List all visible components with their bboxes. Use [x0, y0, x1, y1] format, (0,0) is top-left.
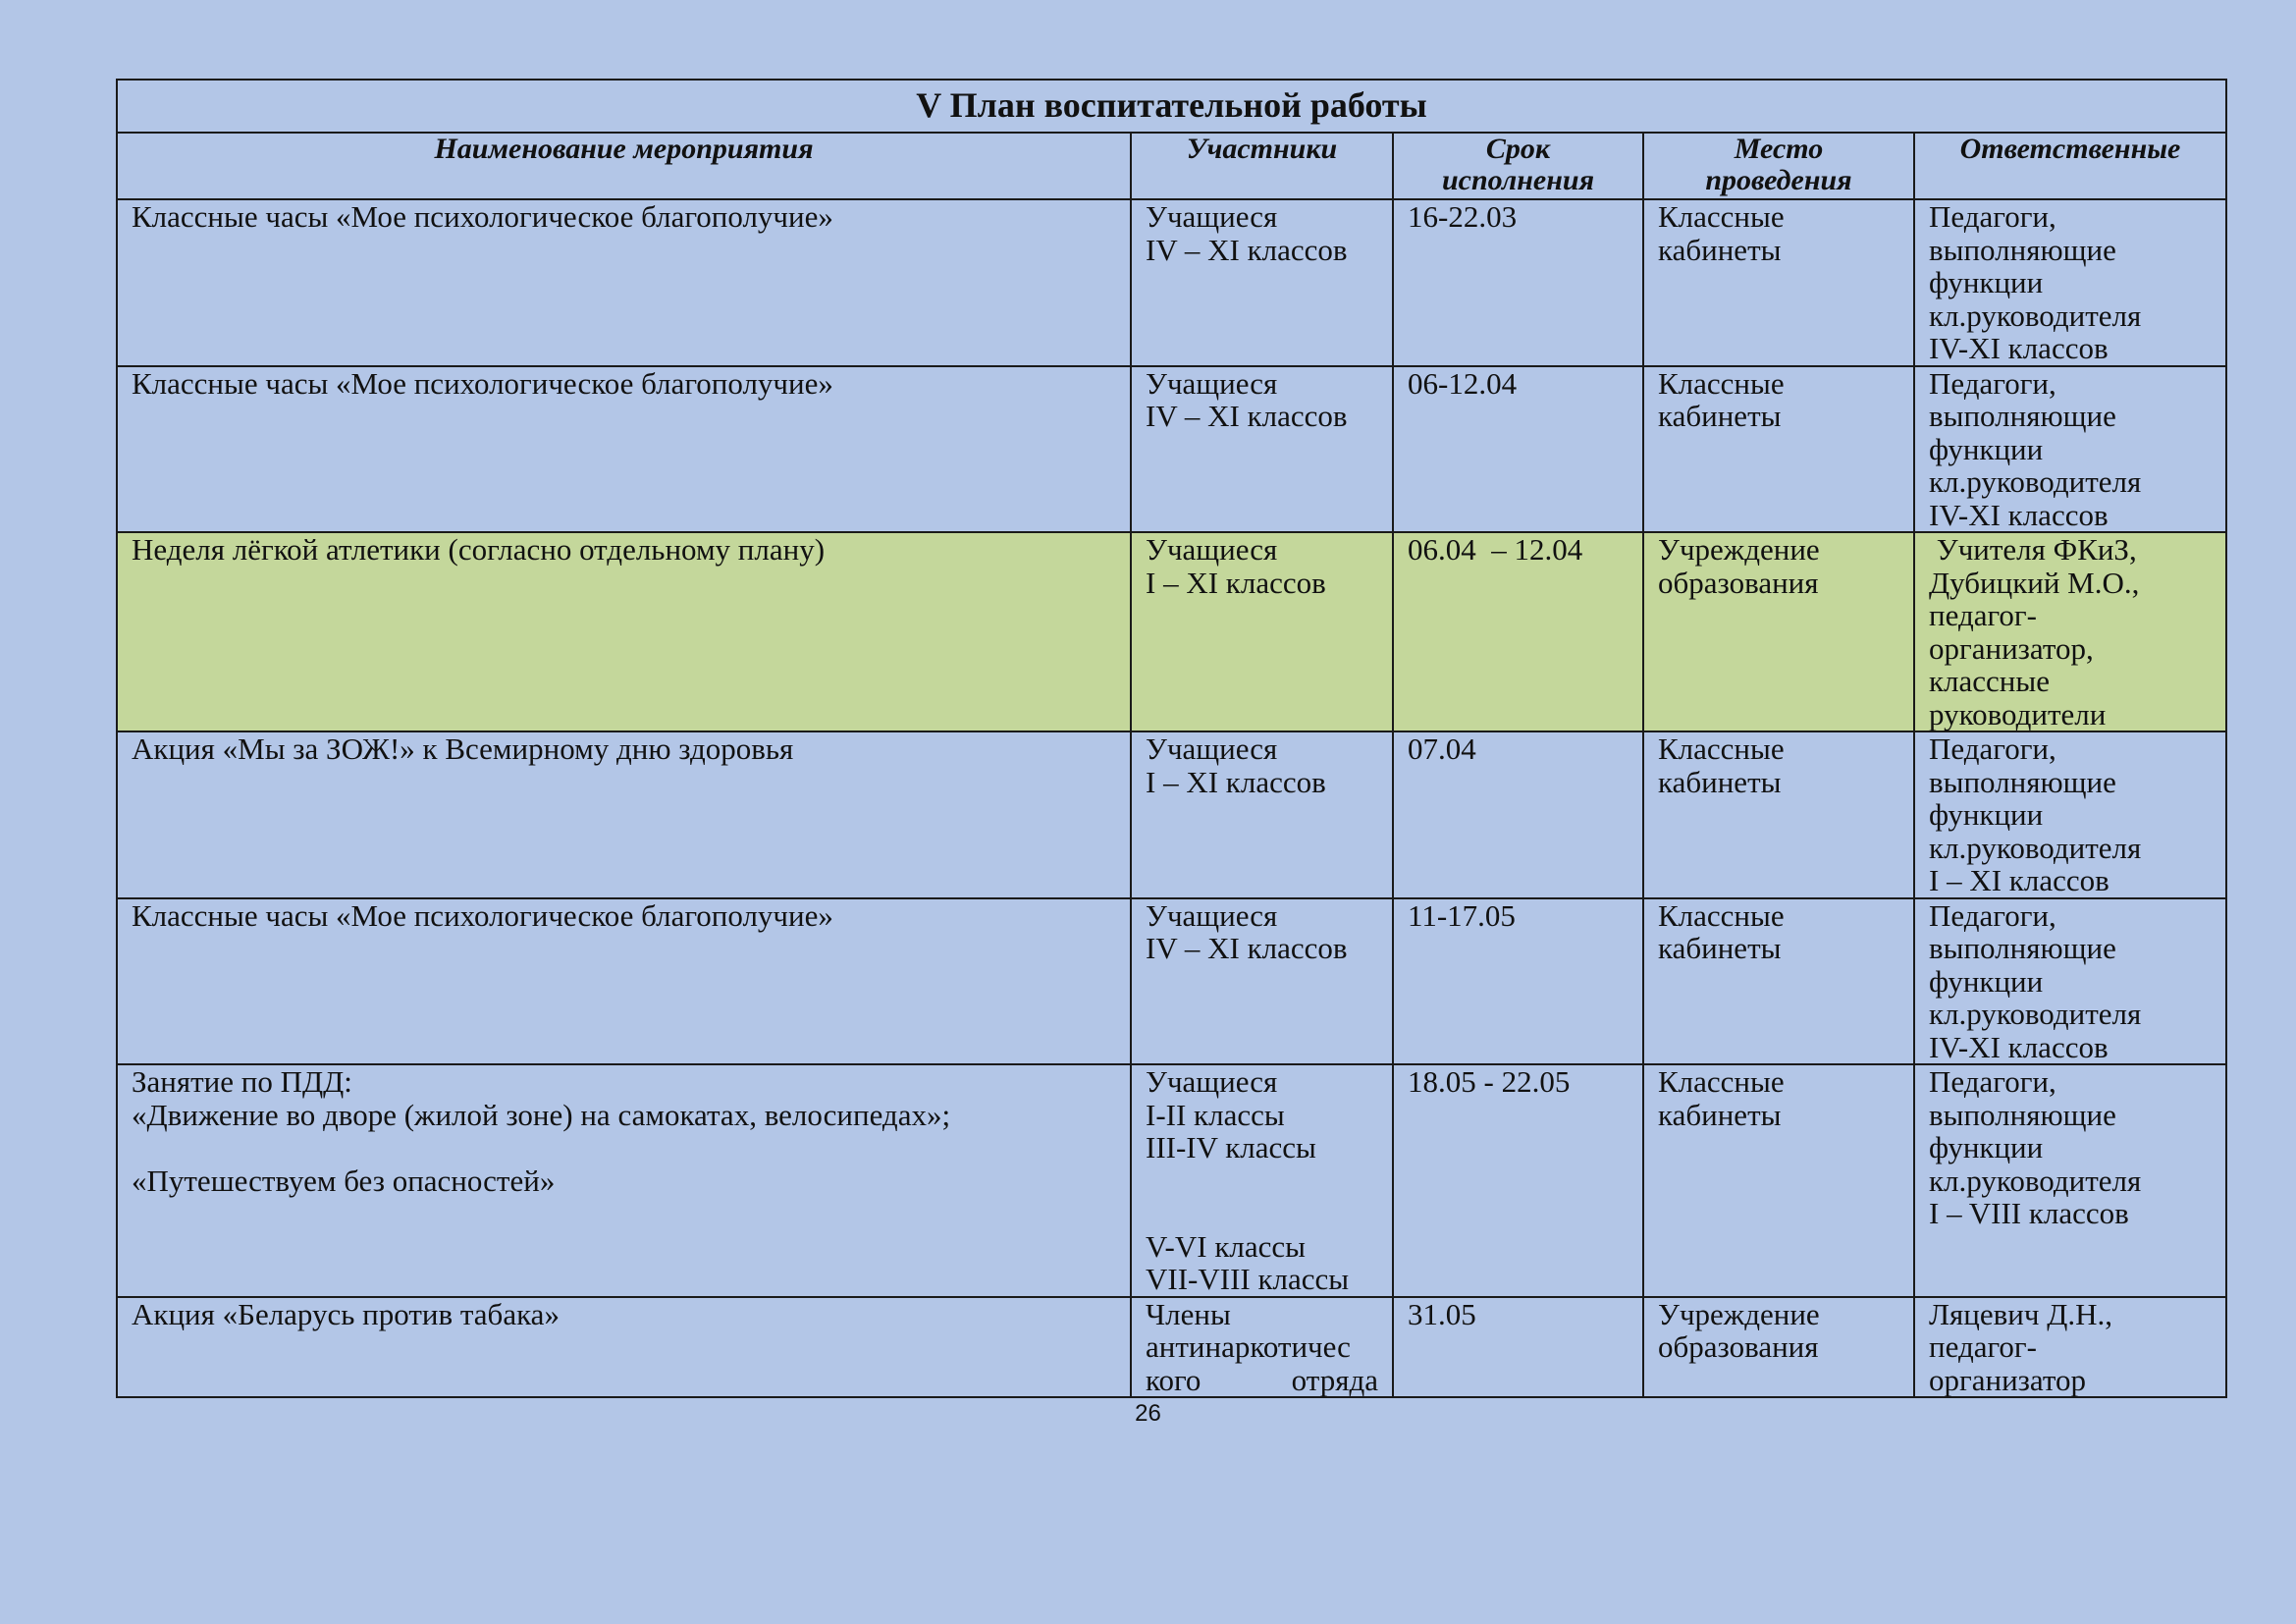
responsible-line: выполняющие [1929, 931, 2116, 965]
table-row [117, 366, 2226, 533]
participants-line: кого отряда [1146, 1362, 1378, 1397]
header-place-line: Место [1734, 133, 1824, 165]
responsible-line: функции [1929, 1130, 2044, 1164]
responsible-line: кл.руководителя [1929, 464, 2142, 499]
responsible-line: функции [1929, 431, 2044, 466]
place-line: кабинеты [1658, 764, 1782, 799]
event-cell: Классные часы «Мое психологическое благополучие» [117, 199, 1131, 366]
deadline-cell: 07.04 [1393, 731, 1643, 898]
header-event: Наименование мероприятия [117, 133, 1131, 199]
responsible-line: педагог- [1929, 1329, 2037, 1364]
responsible-line: I – VIII классов [1929, 1196, 2129, 1230]
header-row [117, 133, 2226, 199]
responsible-line: функции [1929, 797, 2044, 832]
header-deadline [1393, 133, 1643, 199]
event-cell: Неделя лёгкой атлетики (согласно отдельному плану) [117, 532, 1131, 731]
event-line: «Движение во дворе (жилой зоне) на самокатах, велосипедах»; [132, 1097, 951, 1132]
table-row [117, 1064, 2226, 1297]
participants-line: IV – XI классов [1146, 232, 1348, 267]
deadline-cell: 11-17.05 [1393, 898, 1643, 1065]
participants-cell [1131, 1297, 1393, 1398]
participants-line: V-VI классы [1146, 1228, 1306, 1264]
responsible-line: IV-XI классов [1929, 331, 2109, 365]
place-line: кабинеты [1658, 399, 1782, 433]
responsible-line: кл.руководителя [1929, 997, 2142, 1031]
table-row [117, 898, 2226, 1065]
responsible-line: функции [1929, 963, 2044, 999]
responsible-cell [1914, 199, 2226, 366]
participants-line: Учащиеся [1146, 1064, 1278, 1099]
participants-cell [1131, 1064, 1393, 1297]
responsible-cell [1914, 1297, 2226, 1398]
blank-line [1146, 1164, 1378, 1198]
event-cell [117, 1064, 1131, 1297]
place-line: кабинеты [1658, 1097, 1782, 1132]
deadline-text: 06.04 – 12.04 [1408, 532, 1583, 567]
place-cell [1643, 1297, 1914, 1398]
participants-line: III-IV классы [1146, 1130, 1316, 1164]
responsible-cell [1914, 731, 2226, 898]
responsible-line: руководители [1929, 696, 2107, 731]
place-line: Классные [1658, 897, 1785, 933]
participants-cell [1131, 532, 1393, 731]
participants-line: антинаркотичес [1146, 1329, 1351, 1364]
header-participants: Участники [1131, 133, 1393, 199]
responsible-line: функции [1929, 265, 2044, 299]
participants-line: IV – XI классов [1146, 931, 1348, 965]
responsible-cell [1914, 1064, 2226, 1297]
participants-line: Учащиеся [1146, 199, 1278, 234]
place-line: кабинеты [1658, 232, 1782, 267]
event-cell: Акция «Мы за ЗОЖ!» к Всемирному дню здоровья [117, 731, 1131, 898]
place-cell [1643, 1064, 1914, 1297]
responsible-line: кл.руководителя [1929, 298, 2142, 333]
deadline-cell: 16-22.03 [1393, 199, 1643, 366]
responsible-line: Педагоги, [1929, 365, 2056, 401]
responsible-line: организатор, [1929, 630, 2094, 666]
event-line: «Путешествуем без опасностей» [132, 1163, 556, 1198]
participants-line: VII-VIII классы [1146, 1262, 1350, 1296]
participants-line: Учащиеся [1146, 532, 1278, 567]
place-line: кабинеты [1658, 931, 1782, 965]
participants-line: I-II классы [1146, 1097, 1285, 1132]
table-row-highlighted [117, 532, 2226, 731]
participants-line: Учащиеся [1146, 731, 1278, 766]
place-cell [1643, 532, 1914, 731]
header-place-line: проведения [1705, 164, 1852, 196]
place-cell [1643, 366, 1914, 533]
responsible-line: IV-XI классов [1929, 497, 2109, 532]
responsible-cell [1914, 898, 2226, 1065]
table-title: V План воспитательной работы [117, 80, 2226, 133]
responsible-line: организатор [1929, 1362, 2086, 1397]
responsible-line: выполняющие [1929, 399, 2116, 433]
responsible-line: I – XI классов [1929, 863, 2109, 897]
page-number: 26 [1135, 1400, 1161, 1427]
participants-line: Учащиеся [1146, 897, 1278, 933]
deadline-cell: 18.05 - 22.05 [1393, 1064, 1643, 1297]
responsible-line: педагог- [1929, 598, 2037, 632]
responsible-line: IV-XI классов [1929, 1029, 2109, 1064]
participants-cell [1131, 366, 1393, 533]
responsible-cell [1914, 532, 2226, 731]
place-cell [1643, 898, 1914, 1065]
event-cell: Акция «Беларусь против табака» [117, 1297, 1131, 1398]
place-line: образования [1658, 565, 1819, 600]
place-line: Классные [1658, 365, 1785, 401]
table-row [117, 1297, 2226, 1398]
participants-line: Учащиеся [1146, 365, 1278, 401]
table-row [117, 199, 2226, 366]
responsible-line: Педагоги, [1929, 1064, 2056, 1099]
blank-line [1146, 1197, 1378, 1230]
place-line: Учреждение [1658, 532, 1820, 567]
participants-cell [1131, 731, 1393, 898]
participants-line: Члены [1146, 1296, 1231, 1331]
place-cell [1643, 199, 1914, 366]
deadline-cell [1393, 532, 1643, 731]
responsible-line: кл.руководителя [1929, 830, 2142, 865]
participants-line: I – XI классов [1146, 565, 1326, 600]
responsible-line: выполняющие [1929, 764, 2116, 799]
place-line: Классные [1658, 199, 1785, 234]
header-deadline-line: Срок [1485, 133, 1551, 165]
responsible-line: Учителя ФКиЗ, [1929, 532, 2137, 567]
responsible-line: выполняющие [1929, 232, 2116, 267]
place-line: Классные [1658, 1064, 1785, 1099]
participants-cell [1131, 199, 1393, 366]
education-plan-table [116, 79, 2227, 1398]
place-line: Учреждение [1658, 1296, 1820, 1331]
responsible-line: Педагоги, [1929, 731, 2056, 766]
header-place [1643, 133, 1914, 199]
header-responsible: Ответственные [1914, 133, 2226, 199]
event-cell: Классные часы «Мое психологическое благополучие» [117, 898, 1131, 1065]
responsible-line: кл.руководителя [1929, 1163, 2142, 1198]
event-line: Занятие по ПДД: [132, 1064, 352, 1099]
participants-line: I – XI классов [1146, 764, 1326, 799]
responsible-line: Педагоги, [1929, 897, 2056, 933]
responsible-line: классные [1929, 664, 2050, 698]
deadline-cell: 31.05 [1393, 1297, 1643, 1398]
participants-line: IV – XI классов [1146, 399, 1348, 433]
responsible-line: выполняющие [1929, 1097, 2116, 1132]
table-row [117, 731, 2226, 898]
place-line: образования [1658, 1329, 1819, 1364]
place-cell [1643, 731, 1914, 898]
deadline-cell: 06-12.04 [1393, 366, 1643, 533]
responsible-cell [1914, 366, 2226, 533]
responsible-line: Дубицкий М.О., [1929, 565, 2140, 600]
event-cell: Классные часы «Мое психологическое благополучие» [117, 366, 1131, 533]
participants-cell [1131, 898, 1393, 1065]
place-line: Классные [1658, 731, 1785, 766]
responsible-line: Педагоги, [1929, 199, 2056, 234]
blank-line [132, 1131, 1116, 1164]
responsible-line: Ляцевич Д.Н., [1929, 1296, 2112, 1331]
header-deadline-line: исполнения [1441, 164, 1595, 196]
